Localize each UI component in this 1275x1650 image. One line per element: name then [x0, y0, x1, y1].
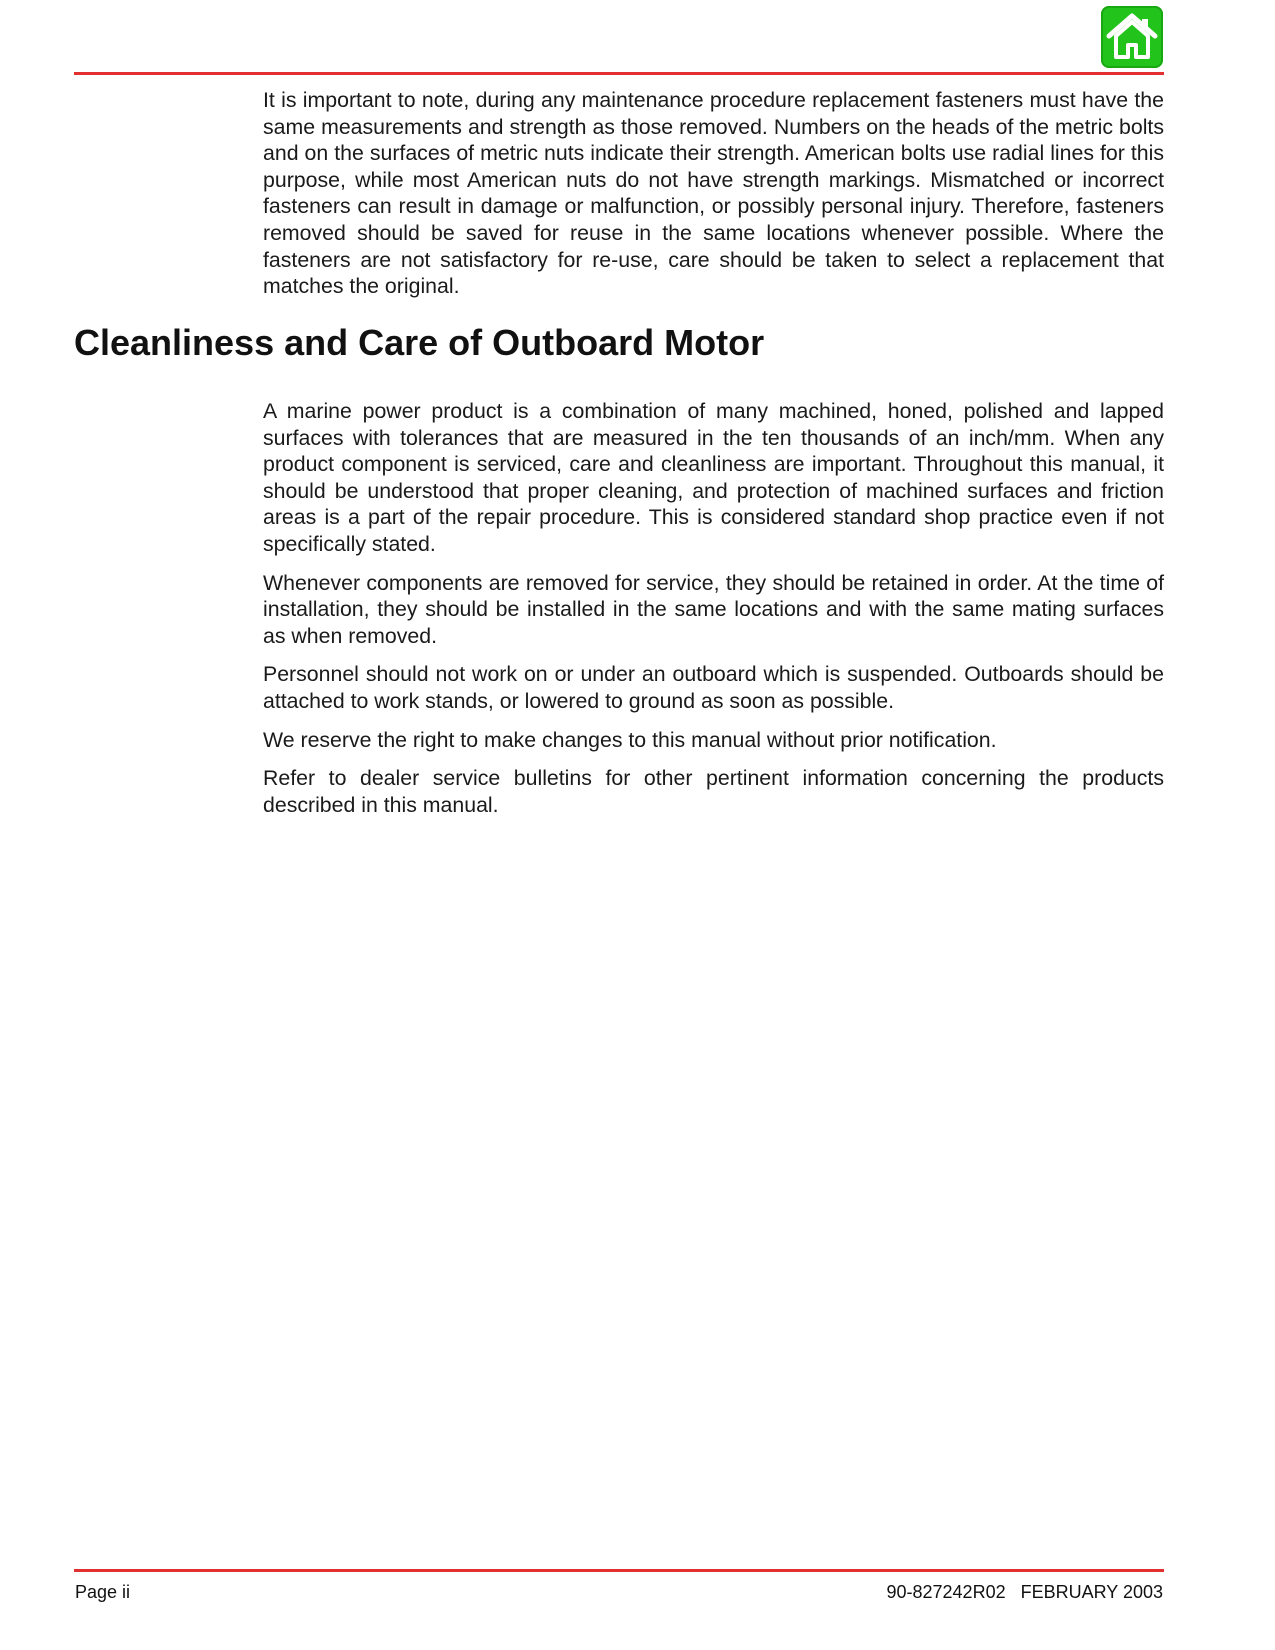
page-number: Page ii [75, 1582, 131, 1602]
header-divider [74, 72, 1164, 75]
footer-divider [74, 1569, 1164, 1572]
home-button[interactable] [1101, 6, 1163, 68]
intro-paragraph: It is important to note, during any maintenance procedure replacement fasteners must have the same measurements and strength as those removed. Numbers on the heads of the metric bolts and on the surfaces of metric nuts indicate their strength. American bolts use radial lines for this purpose, while most American nuts do not have strength markings. Mismatched or incorrect fasteners can result in damage or malfunction, or possibly personal injury. Therefore, fasteners removed should be saved for reuse in the same locations whenever possible. Where the fasteners are not satisfactory for re-use, care should be taken to select a replacement that matches the original. [263, 88, 1164, 299]
house-icon [1106, 11, 1158, 63]
document-info: 90-827242R02 FEBRUARY 2003 [886, 1582, 1163, 1602]
section-heading: Cleanliness and Care of Outboard Motor [74, 322, 765, 363]
section-body [263, 398, 1164, 830]
section-paragraph: We reserve the right to make changes to this manual without prior notification. [263, 727, 997, 752]
section-paragraph: Personnel should not work on or under an outboard which is suspended. Outboards should be attached to work stands, or lowered to ground as soon as possible. [263, 662, 1164, 713]
section-paragraph: Refer to dealer service bulletins for other pertinent information concerning the products described in this manual. [263, 766, 1164, 817]
section-paragraph: A marine power product is a combination of many machined, honed, polished and lapped surfaces with tolerances that are measured in the ten thousands of an inch/mm. When any product component is serviced, care and cleanliness are important. Throughout this manual, it should be understood that proper cleaning, and protection of machined surfaces and friction areas is a part of the repair procedure. This is considered standard shop practice even if not specifically stated. [263, 399, 1164, 556]
section-paragraph: Whenever components are removed for service, they should be retained in order. At the time of installation, they should be installed in the same locations and with the same mating surfaces as when removed. [263, 570, 1164, 648]
